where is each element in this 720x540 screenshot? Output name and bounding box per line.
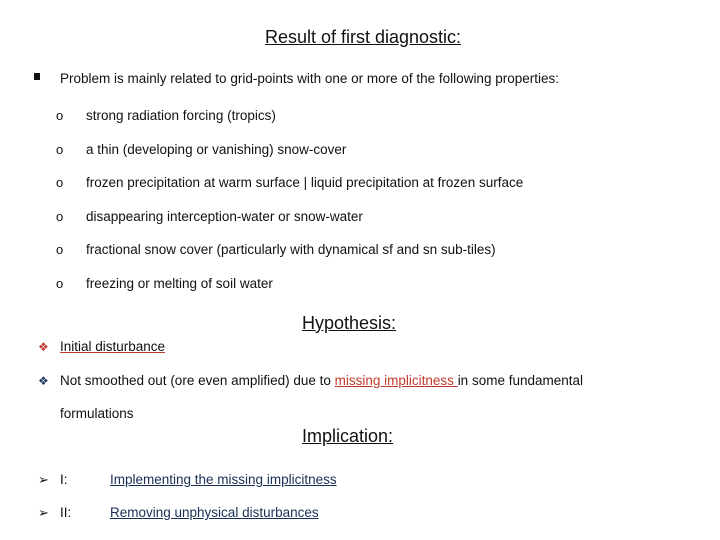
diamond-bullet-icon: ❖	[38, 374, 49, 388]
hypothesis-heading: Hypothesis:	[302, 313, 397, 333]
diamond-bullet-icon: ❖	[38, 340, 49, 354]
circle-bullet-icon: o	[56, 276, 64, 291]
implication-value: Removing unphysical disturbances	[110, 505, 319, 520]
implication-key: I:	[60, 472, 68, 487]
hypothesis-item-2-continuation: formulations	[60, 406, 134, 421]
circle-bullet-icon: o	[56, 175, 64, 190]
arrow-bullet-icon: ➢	[38, 472, 49, 487]
initial-disturbance-text: Initial disturbance	[60, 339, 166, 354]
missing-implicitness-text: missing implicitness	[334, 373, 458, 388]
hypothesis-item-2	[60, 373, 583, 389]
implication-heading: Implication:	[302, 426, 394, 446]
square-bullet-icon	[34, 73, 40, 80]
hypothesis-item-2-before: Not smoothed out (ore even amplified) due to	[60, 373, 335, 388]
implication-value: Implementing the missing implicitness	[110, 472, 337, 487]
circle-bullet-icon: o	[56, 142, 64, 157]
arrow-bullet-icon: ➢	[38, 505, 49, 520]
property-item: frozen precipitation at warm surface | liquid precipitation at frozen surface	[86, 175, 524, 190]
hypothesis-item-1	[60, 339, 165, 355]
circle-bullet-icon: o	[56, 108, 64, 123]
hypothesis-item-2-after: in some fundamental	[457, 373, 584, 388]
property-item: a thin (developing or vanishing) snow-cover	[86, 142, 347, 157]
property-item: freezing or melting of soil water	[86, 276, 273, 291]
property-item: strong radiation forcing (tropics)	[86, 108, 276, 123]
intro-text: Problem is mainly related to grid-points with one or more of the following properties:	[60, 71, 559, 86]
circle-bullet-icon: o	[56, 242, 64, 257]
page-title: Result of first diagnostic:	[264, 27, 462, 47]
implication-key: II:	[60, 505, 72, 520]
property-item: disappearing interception-water or snow-water	[86, 209, 363, 224]
property-item: fractional snow cover (particularly with dynamical sf and sn sub-tiles)	[86, 242, 496, 257]
circle-bullet-icon: o	[56, 209, 64, 224]
